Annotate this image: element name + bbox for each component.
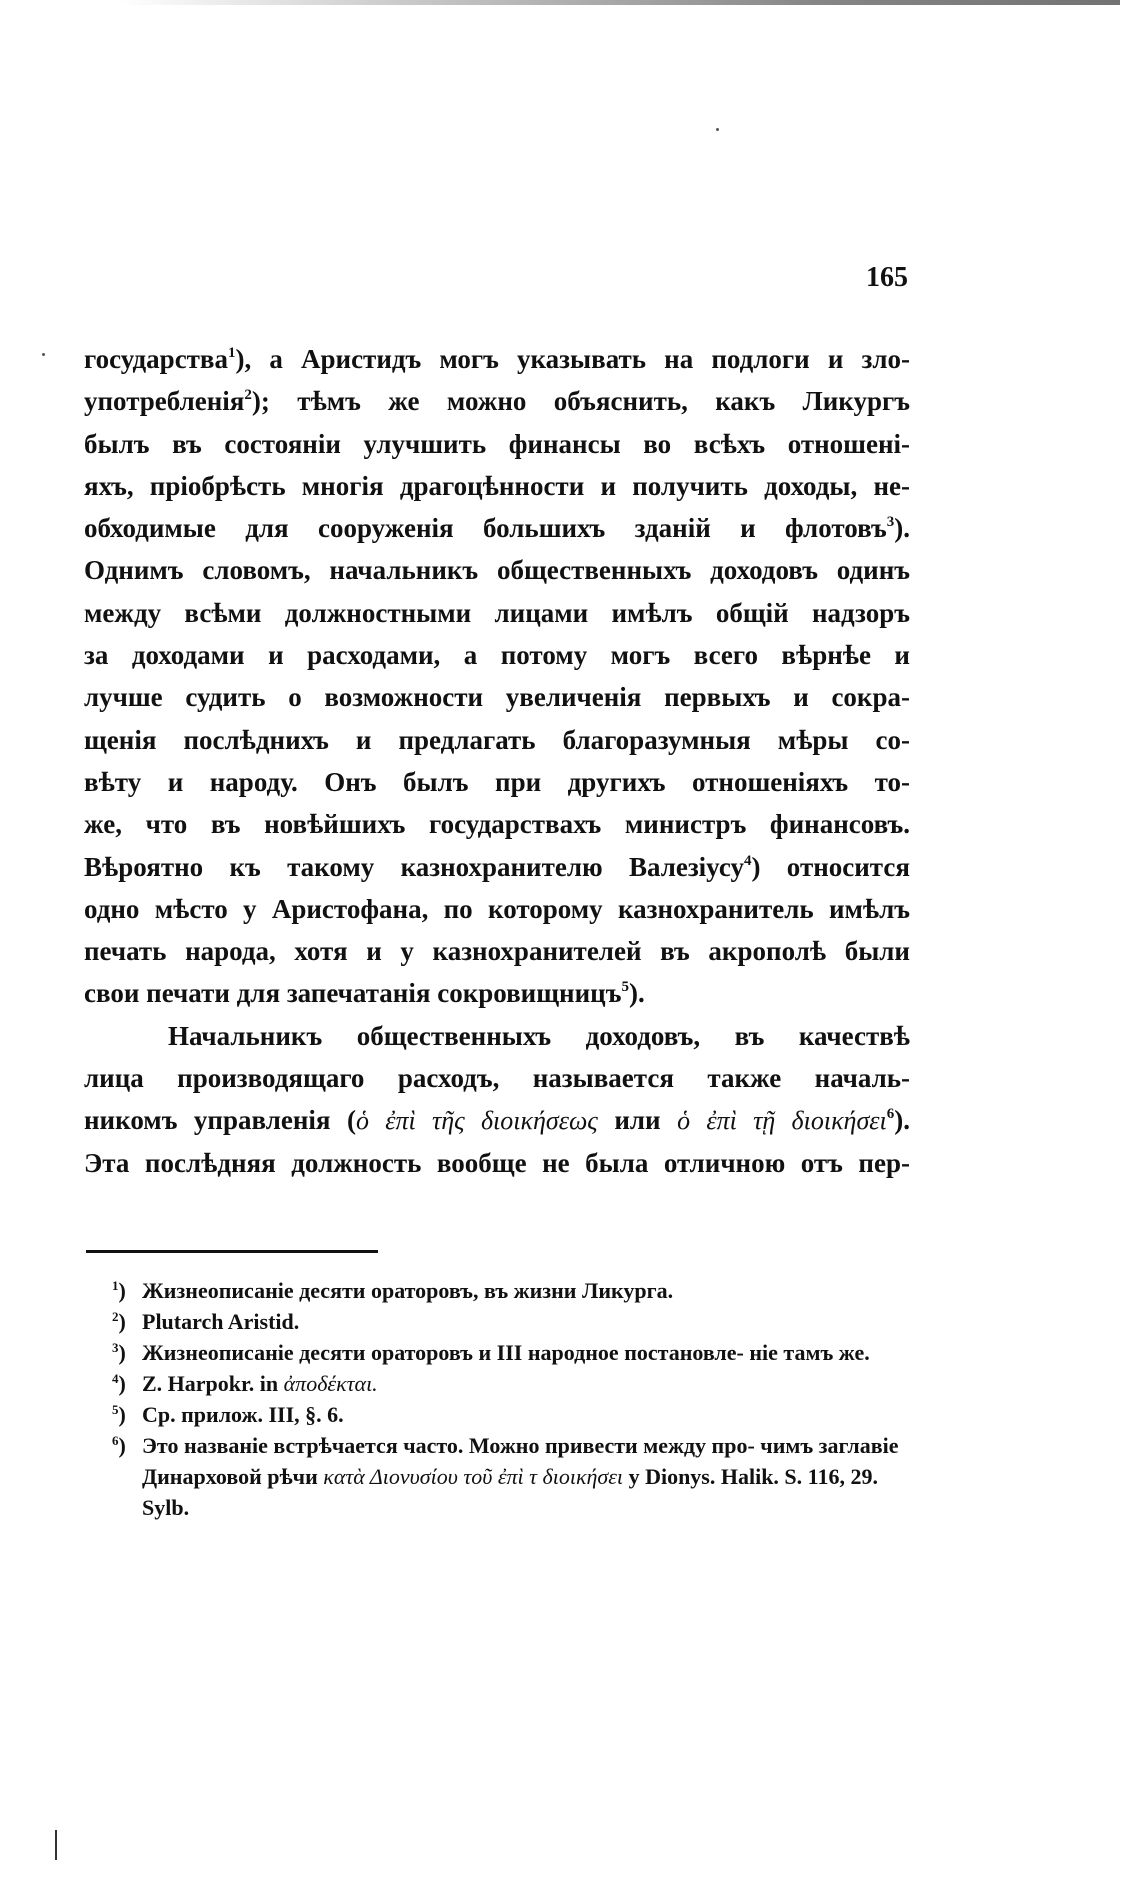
main-body-text	[84, 338, 910, 1184]
footnote-mark: 1	[112, 1278, 119, 1293]
text-line: же, что въ новѣйшихъ государствахъ министръ финансовъ.	[84, 809, 910, 840]
text-line: яхъ, пріобрѣсть многія драгоцѣнности и получить доходы, не-	[84, 470, 910, 501]
text-line: вѣту и народу. Онъ былъ при другихъ отношеніяхъ то-	[84, 766, 910, 797]
text-line: Вѣроятно къ такому казнохранителю Валезіусу$^4$) относится	[84, 851, 910, 882]
text-line: за доходами и расходами, а потому могъ всего вѣрнѣе и	[84, 640, 910, 671]
footnote-ref: 4	[743, 852, 752, 869]
text-line: обходимые для сооруженія большихъ зданій и флотовъ$^3$).	[84, 513, 910, 544]
footnote-item: $^3$) Жизнеописаніе десяти ораторовъ и III народное постановле- ніе тамъ же.	[112, 1340, 870, 1365]
footnote-item: $^5$) Cp. прилож. III, §. 6.	[112, 1402, 344, 1427]
footnote-mark: 6	[112, 1433, 119, 1448]
footnote-ref: 5	[621, 979, 629, 996]
text-line: употребленія$^2$); тѣмъ же можно объяснить, какъ Ликургъ	[84, 386, 910, 417]
footnote-ref: 3	[886, 514, 895, 531]
text-line: печать народа, хотя и у казнохранителей въ акрополѣ были	[84, 936, 910, 967]
greek-phrase: ὁ ἐπὶ τῇ διοικήσει	[677, 1106, 887, 1136]
text-line: лица производящаго расходъ, называется также началь-	[84, 1063, 910, 1094]
footnote-ref: 2	[244, 387, 252, 404]
footnote-mark: 2	[112, 1309, 119, 1324]
footnote-item: $^1$) Жизнеописаніе десяти ораторовъ, въ жизни Ликурга.	[112, 1278, 674, 1303]
greek-phrase: ὁ ἐπὶ τῆς διοικήσεως	[356, 1106, 598, 1136]
text-line: государства$^1$), а Аристидъ могъ указывать на подлоги и зло-	[84, 344, 910, 374]
text-line: между всѣми должностными лицами имѣлъ общій надзоръ	[84, 597, 910, 628]
footnote-mark: 4	[112, 1371, 119, 1386]
text-line: свои печати для запечатанія сокровищницъ$^5$).	[84, 978, 645, 1009]
text-line: Однимъ словомъ, начальникъ общественныхъ доходовъ одинъ	[84, 555, 910, 586]
text-line: Эта послѣдняя должность вообще не была отличною отъ пер-	[84, 1147, 910, 1178]
greek-phrase: ἀποδέκται.	[283, 1371, 378, 1396]
paragraph-start-line: Начальникъ общественныхъ доходовъ, въ качествѣ	[168, 1020, 910, 1051]
text-line: лучше судить о возможности увеличенія первыхъ и сокра-	[84, 682, 910, 713]
footnote-mark: 3	[112, 1340, 119, 1355]
scan-artifact-mark	[55, 1830, 57, 1860]
scan-speck	[716, 128, 719, 131]
text-line: былъ въ состояніи улучшить финансы во всѣхъ отношені-	[84, 428, 910, 459]
page-number: 165	[866, 262, 908, 293]
footnote-item: $^6$) Это названіе встрѣчается часто. Можно привести между про- чимъ заглавіе Динарховой рѣчи κατὰ Διονυσίου τοῦ ἐπὶ τ διοικήσει у Dionys. Halik. S. 116, 29. Sylb.	[112, 1433, 899, 1520]
greek-phrase: κατὰ Διονυσίου τοῦ ἐπὶ τ διοικήσει	[323, 1464, 624, 1489]
scan-speck	[42, 353, 45, 356]
text-line: щенія послѣднихъ и предлагать благоразумныя мѣры со-	[84, 724, 910, 755]
text-line: одно мѣсто у Аристофана, по которому казнохранитель имѣлъ	[84, 893, 910, 924]
footnote-item: $^2$) Plutarch Aristid.	[112, 1309, 300, 1334]
footnote-separator	[86, 1250, 378, 1253]
footnote-item: $^4$) Z. Harpokr. in ἀποδέκται.	[112, 1371, 378, 1396]
text-line: никомъ управленія (ὁ ἐπὶ τῆς διοικήσεως или ὁ ἐπὶ τῇ διοικήσει$^6$).	[84, 1105, 910, 1136]
footnotes	[112, 1275, 912, 1523]
top-edge-scan-line	[120, 0, 1120, 5]
footnote-mark: 5	[112, 1402, 119, 1417]
footnote-ref: 1	[228, 345, 236, 361]
footnote-ref: 6	[886, 1106, 895, 1123]
